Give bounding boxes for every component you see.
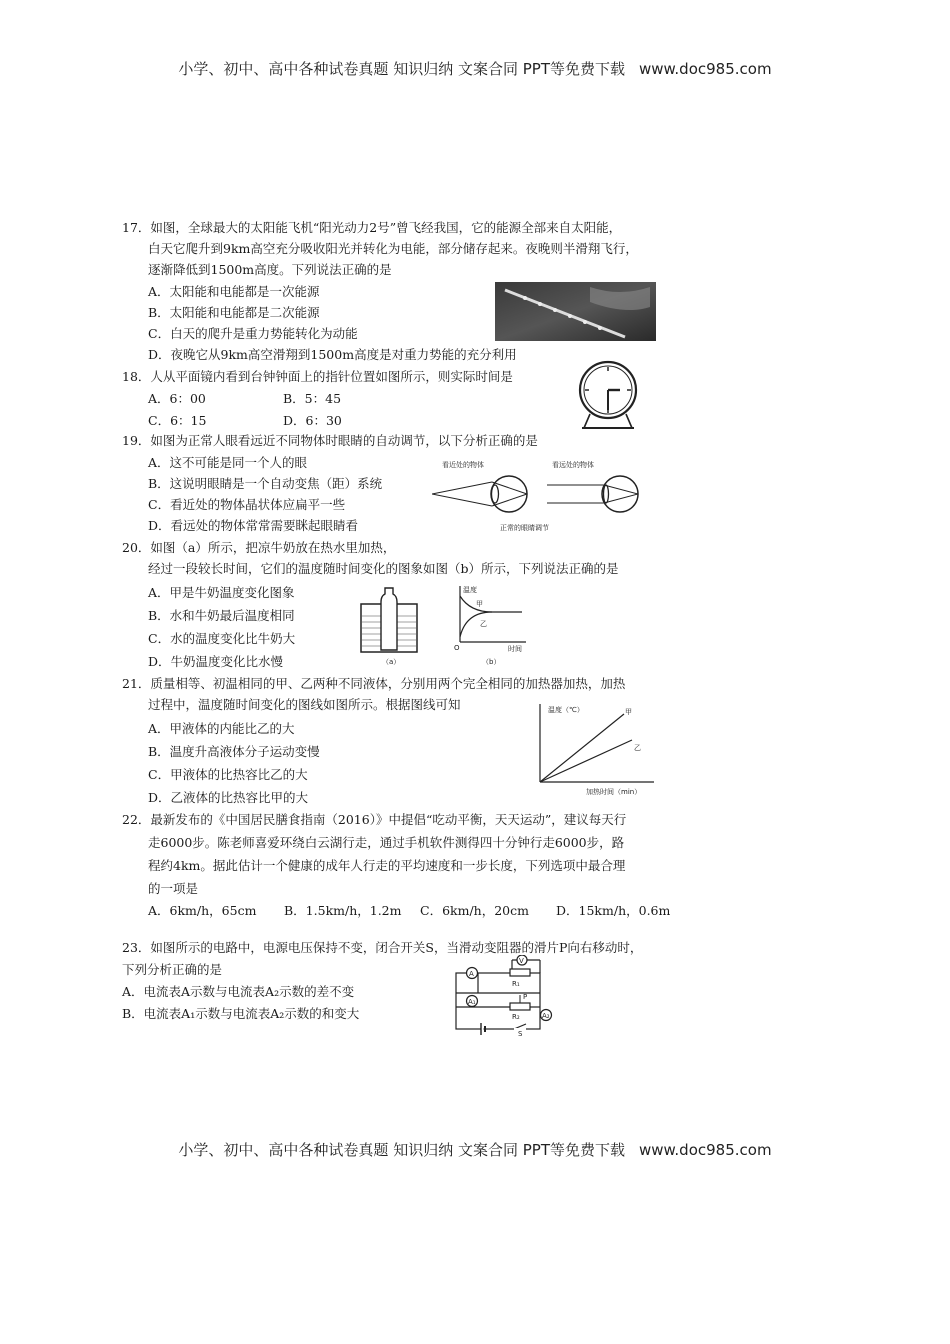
q19-option-c: C．看近处的物体晶状体应扁平一些: [148, 497, 346, 512]
q20-option-c: C．水的温度变化比牛奶大: [148, 631, 296, 646]
graph20-jia: 甲: [476, 600, 483, 608]
circuit-r1: R₁: [512, 980, 520, 988]
q18-option-c: C．6：15: [148, 413, 207, 428]
fig-b-label: （b）: [482, 658, 501, 666]
graph21-ylabel: 温度（℃）: [548, 706, 584, 714]
q17-option-a: A．太阳能和电能都是一次能源: [148, 284, 320, 299]
q22-line-4: 的一项是: [148, 881, 199, 896]
graph20-xlabel: 时间: [508, 645, 522, 653]
circuit-diagram: [452, 955, 560, 1037]
q21-option-d: D．乙液体的比热容比甲的大: [148, 790, 309, 805]
q19-option-d: D．看远处的物体常常需要眯起眼睛看: [148, 518, 359, 533]
q20-option-d: D．牛奶温度变化比水慢: [148, 654, 284, 669]
q19-option-a: A．这不可能是同一个人的眼: [148, 455, 308, 470]
q21-option-c: C．甲液体的比热容比乙的大: [148, 767, 308, 782]
eye-adjustment-figure: [432, 458, 657, 534]
circuit-ammeter-a1: A₁: [468, 998, 476, 1006]
header-url[interactable]: www.doc985.com: [638, 60, 772, 78]
q22-option-b: B．1.5km/h，1.2m: [284, 903, 402, 918]
q18-option-d: D．6：30: [283, 413, 342, 428]
eye-far-label: 看远处的物体: [552, 461, 594, 469]
q22-line-3: 程约4km。据此估计一个健康的成年人行走的平均速度和一步长度，下列选项中最合理: [148, 858, 626, 873]
q23-line-1: 23．如图所示的电路中，电源电压保持不变，闭合开关S，当滑动变阻器的滑片P向右移动时，: [122, 940, 643, 955]
q17-option-b: B．太阳能和电能都是二次能源: [148, 305, 320, 320]
q20-option-a: A．甲是牛奶温度变化图象: [148, 585, 295, 600]
solar-plane-photo: [495, 282, 656, 341]
q21-option-b: B．温度升高液体分子运动变慢: [148, 744, 320, 759]
circuit-ammeter-a2: A₂: [542, 1012, 550, 1020]
q20-line-1: 20．如图（a）所示，把凉牛奶放在热水里加热，: [122, 540, 396, 555]
footer-url[interactable]: www.doc985.com: [638, 1141, 772, 1159]
eye-near-label: 看近处的物体: [442, 461, 484, 469]
q17-line-1: 17．如图，全球最大的太阳能飞机“阳光动力2号”曾飞经我国，它的能源全部来自太阳能，: [122, 220, 622, 235]
q21-line-1: 21．质量相等、初温相同的甲、乙两种不同液体，分别用两个完全相同的加热器加热，加热: [122, 676, 626, 691]
q18-option-a: A．6：00: [148, 391, 206, 406]
q17-line-2: 白天它爬升到9km高空充分吸收阳光并转化为电能，部分储存起来。夜晚则半滑翔飞行，: [148, 241, 638, 256]
footer-text: 小学、初中、高中各种试卷真题 知识归纳 文案合同 PPT等免费下载: [178, 1141, 625, 1159]
graph20-yi: 乙: [480, 620, 487, 628]
circuit-ammeter-a: A: [469, 970, 474, 978]
eye-caption: 正常的眼睛调节: [500, 524, 549, 532]
q22-line-2: 走6000步。陈老师喜爱环绕白云湖行走，通过手机软件测得四十分钟行走6000步，路: [148, 835, 625, 850]
q17-option-d: D．夜晚它从9km高空滑翔到1500m高度是对重力势能的充分利用: [148, 347, 517, 362]
table-clock-figure: [576, 358, 640, 432]
q22-option-c: C．6km/h，20cm: [420, 903, 529, 918]
q22-option-d: D．15km/h，0.6m: [556, 903, 671, 918]
circuit-voltmeter-v: V: [519, 957, 524, 965]
circuit-slider-p: P: [523, 993, 528, 1001]
graph21-yi: 乙: [634, 744, 641, 752]
q23-line-2: 下列分析正确的是: [122, 962, 223, 977]
header-text: 小学、初中、高中各种试卷真题 知识归纳 文案合同 PPT等免费下载: [178, 60, 625, 78]
footer-banner: [0, 1139, 950, 1160]
header-banner: [0, 58, 950, 79]
milk-in-water-figure: [356, 582, 426, 666]
q21-line-2: 过程中，温度随时间变化的图线如图所示。根据图线可知: [148, 697, 461, 712]
graph20-ylabel: 温度: [463, 586, 477, 594]
q18-line: 18．人从平面镜内看到台钟钟面上的指针位置如图所示，则实际时间是: [122, 369, 513, 384]
graph20-origin: O: [454, 644, 460, 652]
q17-line-3: 逐渐降低到1500m高度。下列说法正确的是: [148, 262, 392, 277]
graph21-jia: 甲: [625, 708, 632, 716]
q19-option-b: B．这说明眼睛是一个自动变焦（距）系统: [148, 476, 383, 491]
graph21-xlabel: 加热时间（min）: [586, 788, 642, 796]
fig-a-label: （a）: [382, 658, 401, 666]
q21-option-a: A．甲液体的内能比乙的大: [148, 721, 295, 736]
milk-water-graph: [452, 582, 528, 666]
q23-option-a: A．电流表A示数与电流表A₂示数的差不变: [122, 984, 355, 999]
q23-option-b: B．电流表A₁示数与电流表A₂示数的和变大: [122, 1006, 360, 1021]
circuit-switch-s: S: [518, 1030, 523, 1037]
q17-option-c: C．白天的爬升是重力势能转化为动能: [148, 326, 358, 341]
q20-line-2: 经过一段较长时间，它们的温度随时间变化的图象如图（b）所示，下列说法正确的是: [148, 561, 619, 576]
heating-graph: [528, 700, 658, 798]
q22-line-1: 22．最新发布的《中国居民膳食指南（2016）》中提倡“吃动平衡，天天运动”，建议每天行: [122, 812, 627, 827]
q22-option-a: A．6km/h，65cm: [148, 903, 257, 918]
circuit-r2: R₂: [512, 1013, 520, 1021]
q18-option-b: B．5：45: [283, 391, 342, 406]
q19-line: 19．如图为正常人眼看远近不同物体时眼睛的自动调节，以下分析正确的是: [122, 433, 538, 448]
q20-option-b: B．水和牛奶最后温度相同: [148, 608, 295, 623]
